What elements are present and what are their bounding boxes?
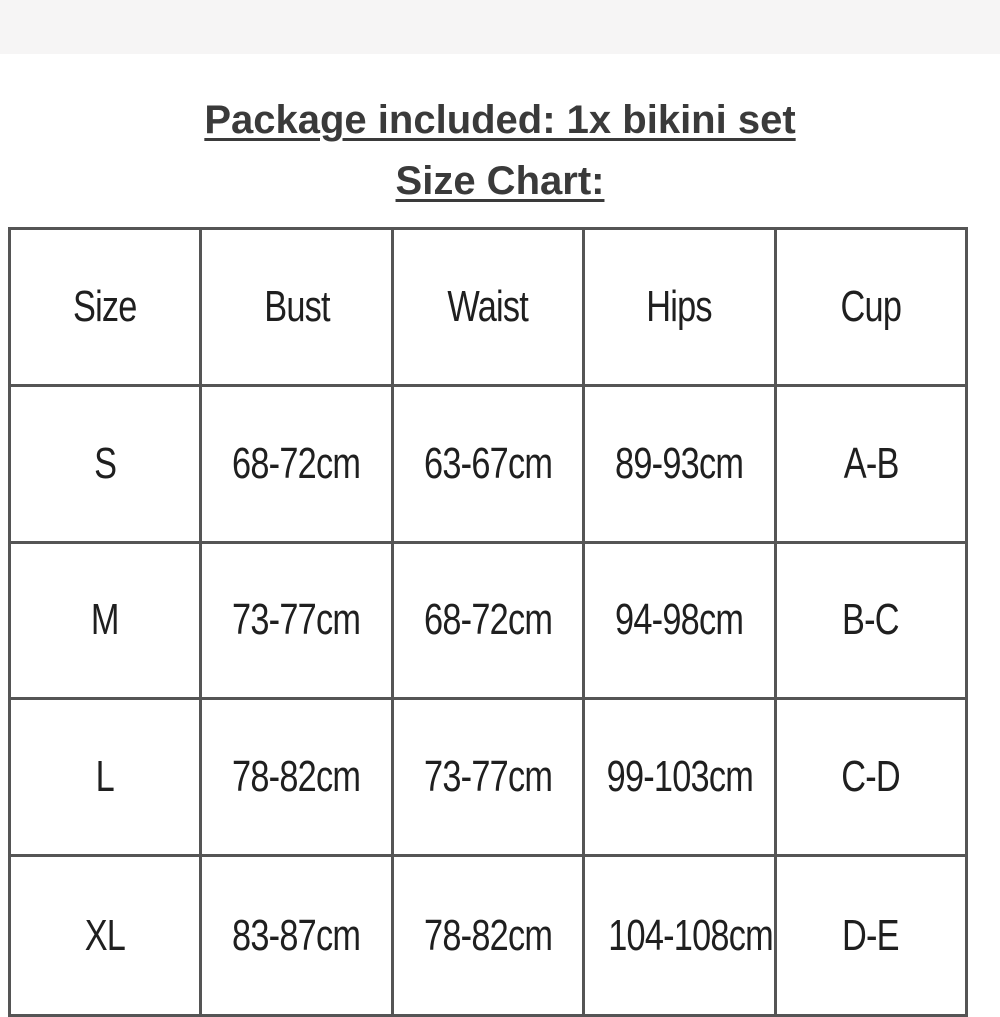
column-header-waist: Waist (392, 229, 583, 386)
package-included-text: Package included: 1x bikini set (204, 98, 796, 142)
cell-bust: 73-77cm (201, 542, 392, 699)
cell-size: S (10, 385, 201, 542)
top-band (0, 0, 1000, 54)
cell-bust: 68-72cm (201, 385, 392, 542)
package-included-heading (0, 97, 1000, 143)
cell-bust: 83-87cm (201, 856, 392, 1016)
size-chart-table (8, 227, 968, 1017)
cell-size: M (10, 542, 201, 699)
column-header-hips: Hips (584, 229, 775, 386)
cell-hips: 99-103cm (584, 699, 775, 856)
cell-waist: 63-67cm (392, 385, 583, 542)
cell-cup: B-C (775, 542, 966, 699)
table-row-m (10, 542, 967, 699)
cell-bust: 78-82cm (201, 699, 392, 856)
cell-hips: 89-93cm (584, 385, 775, 542)
column-header-bust: Bust (201, 229, 392, 386)
cell-size: L (10, 699, 201, 856)
cell-cup: A-B (775, 385, 966, 542)
cell-waist: 68-72cm (392, 542, 583, 699)
size-chart-heading (0, 158, 1000, 204)
cell-hips: 104-108cm (584, 856, 775, 1016)
table-row-s (10, 385, 967, 542)
table-row-l (10, 699, 967, 856)
column-header-size: Size (10, 229, 201, 386)
column-header-cup: Cup (775, 229, 966, 386)
table-row-xl (10, 856, 967, 1016)
cell-cup: C-D (775, 699, 966, 856)
cell-size: XL (10, 856, 201, 1016)
cell-hips: 94-98cm (584, 542, 775, 699)
cell-waist: 78-82cm (392, 856, 583, 1016)
size-chart-text: Size Chart: (395, 159, 605, 203)
cell-waist: 73-77cm (392, 699, 583, 856)
table-header-row (10, 229, 967, 386)
cell-cup: D-E (775, 856, 966, 1016)
